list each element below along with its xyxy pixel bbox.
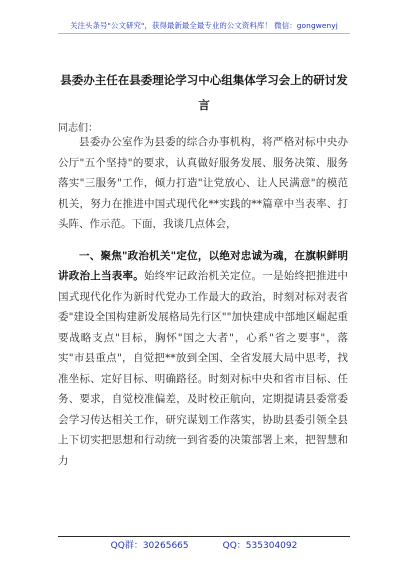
header-divider [58, 33, 350, 34]
footer-divider [58, 536, 350, 537]
qq-contact: QQ：535304092 [222, 541, 298, 551]
document-title: 县委办主任在县委理论学习中心组集体学习会上的研讨发言 [60, 73, 348, 112]
document-body [58, 132, 348, 471]
paragraph-intro: 县委办公室作为县委的综合办事机构，将严格对标中央办公厅"五个坚持"的要求，认真做好服务发展、服务决策、服务落实"三服务"工作，倾力打造"让党放心、让人民满意"的模范机关，努力在推进中国式现代化**实践的**篇章中当表率、打头阵、作示范。下面，我谈几点体会， [58, 136, 348, 230]
top-banner: 关注头条号"公文研究"，获得最新最全最专业的公文资料库！ 微信：gongwenyj [70, 21, 338, 30]
qq-group: QQ群：30265665 [110, 541, 189, 551]
salutation: 同志们： [58, 123, 98, 134]
footer [0, 538, 408, 551]
section-heading: 一、聚焦"政治机关"定位，以绝对忠诚为魂，在旗帜鲜明讲政治上当表率。 [58, 249, 348, 282]
section-body: 始终牢记政治机关定位。一是始终把推进中国式现代化作为新时代党办工作最大的政治，时刻对标对表省委"建设全国构建新发展格局先行区""加快建成中部地区崛起重要战略支点"目标，胸怀"国之大者"，心系"省之要事"，落实"市县重点"，自觉把**放到全国、全省发展大局中思考，找准坐标、定好目标、明确路径。时刻对标中央和省市目标、任务、要求，自觉校准偏差，及时校正航向，定期提请县委常委会学习传达相关工作，研究谋划工作落实，协助县委引领全县上下切实把思想和行动统一到省委的决策部署上来，把智慧和力 [58, 270, 348, 467]
paragraph-section-1 [58, 246, 348, 472]
